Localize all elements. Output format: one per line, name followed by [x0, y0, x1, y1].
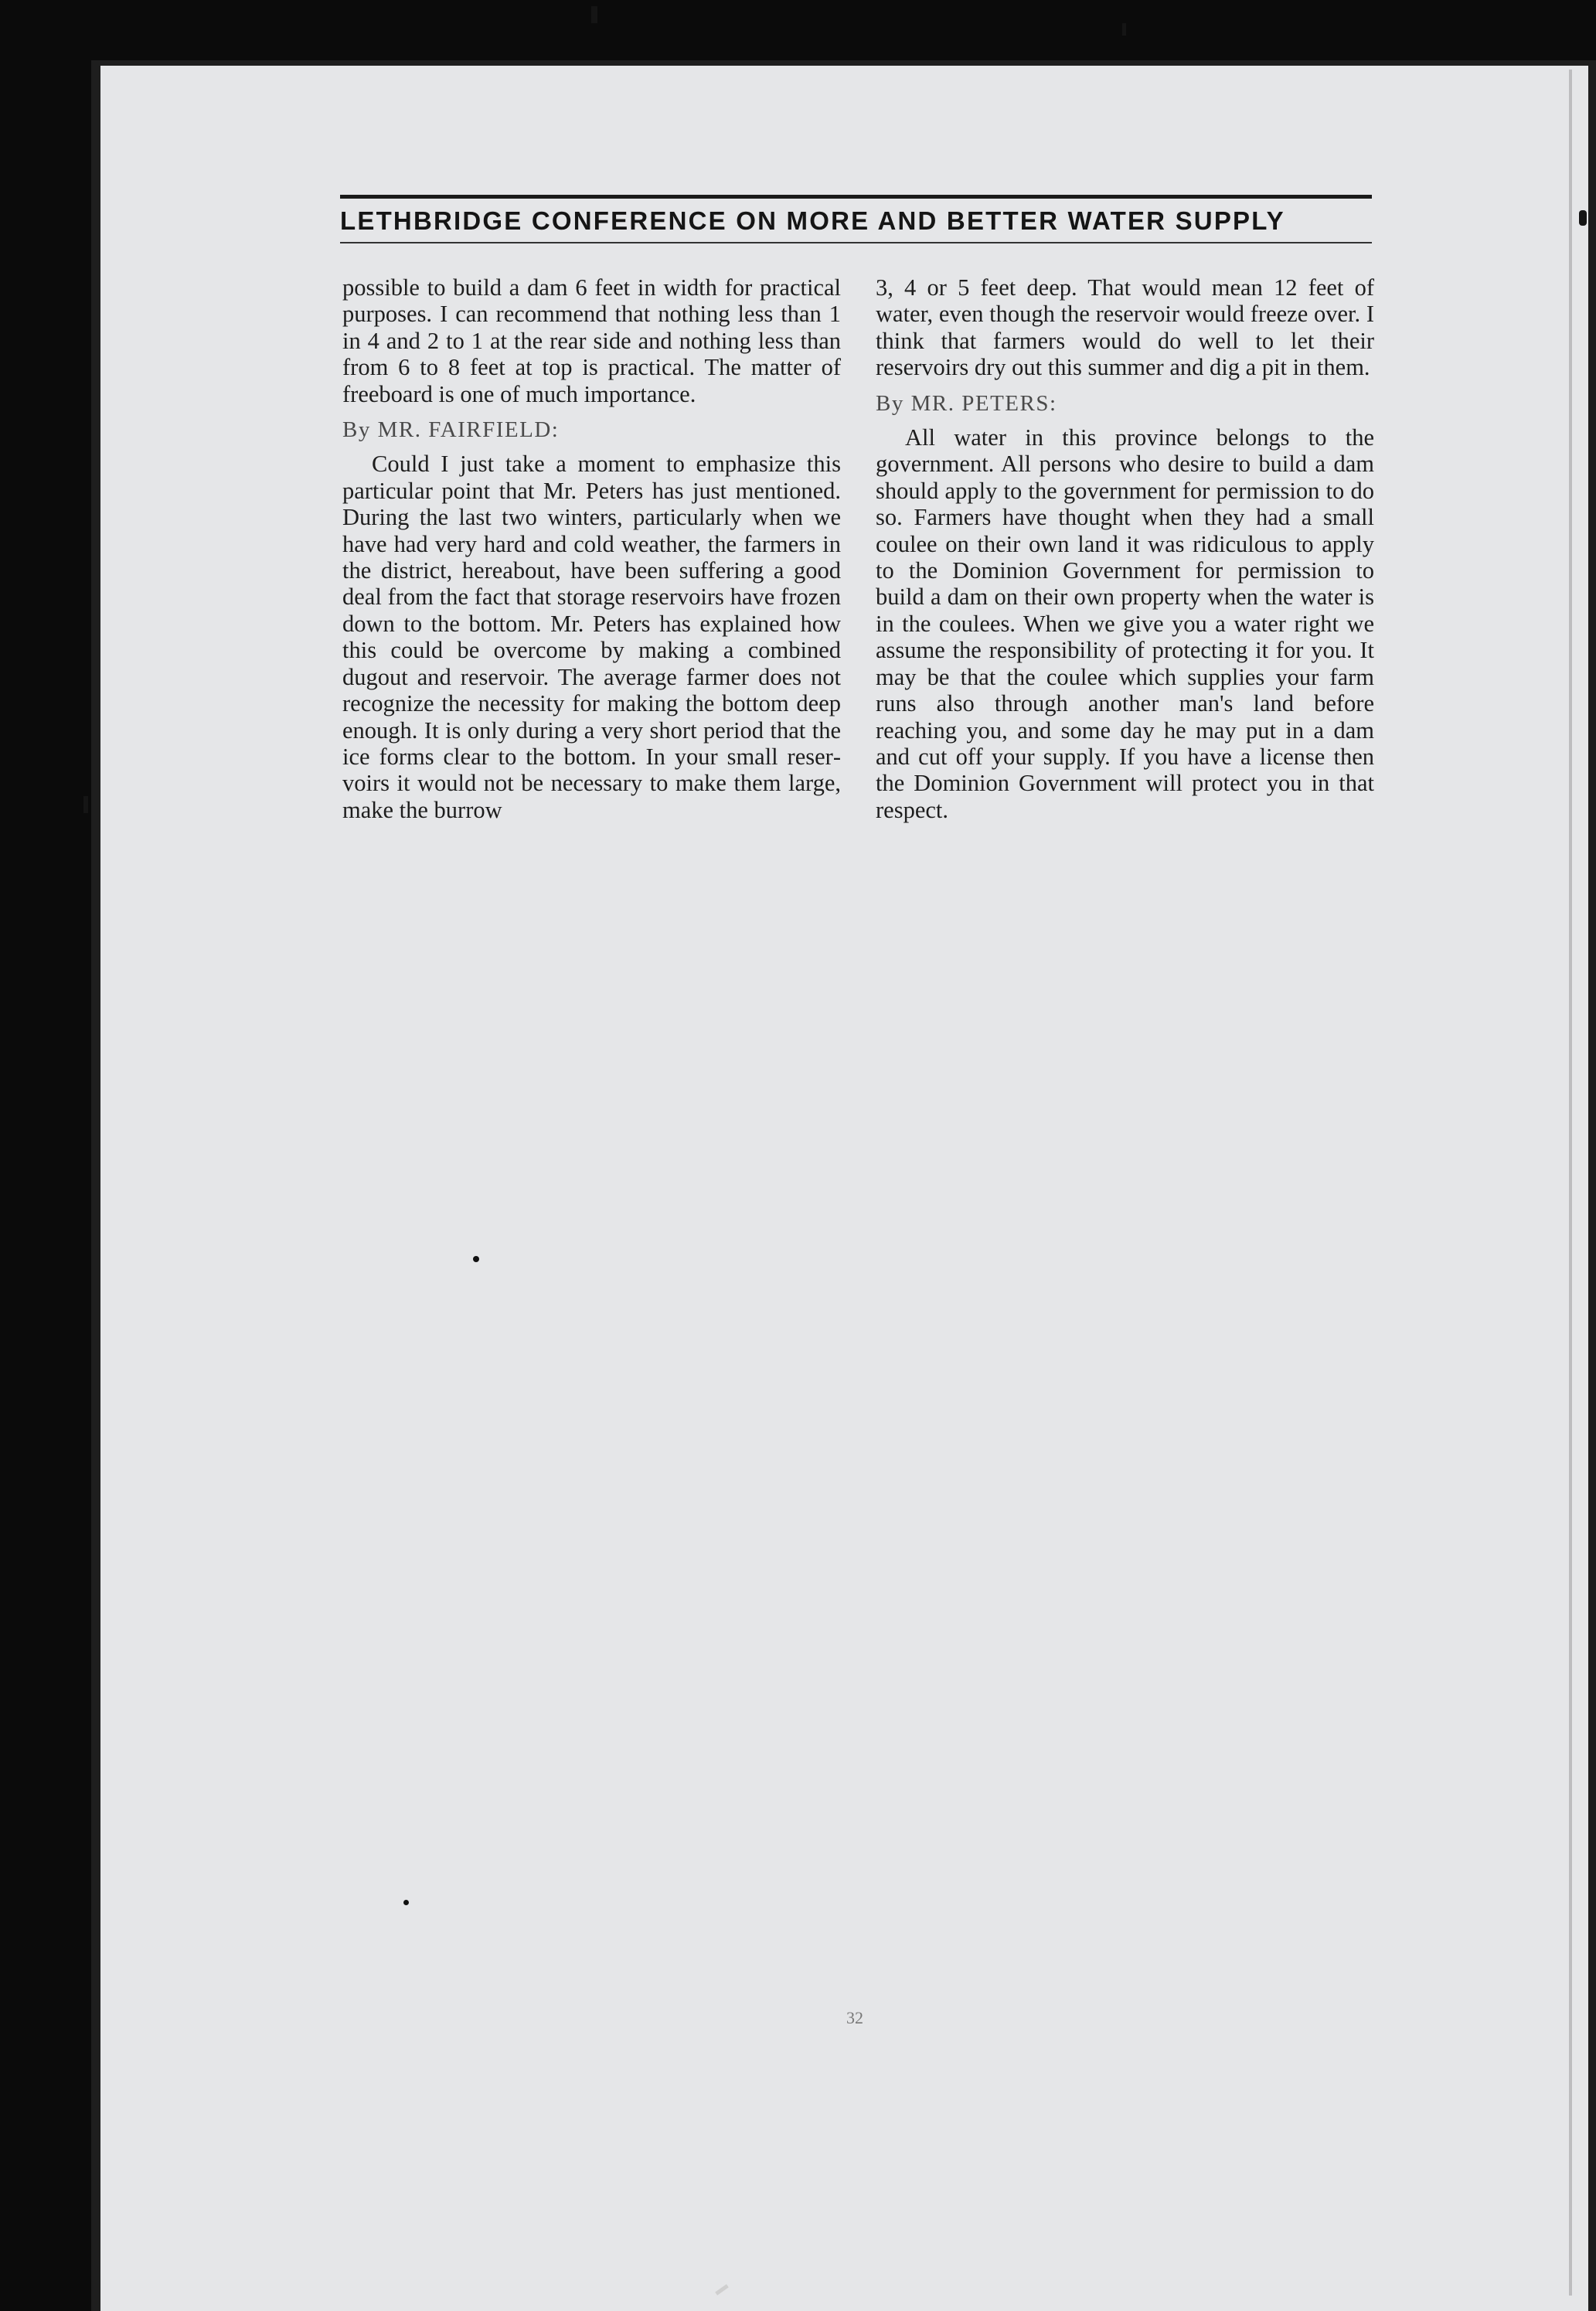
right-paragraph-peters: All water in this province belongs to the government. All persons who desire to build a dam should apply to the government for permission to do so. Farmers have thought when they had a small coulee on their own land it was ridiculous to apply to the Dominion Government for permission to build a dam on their own property when the water is in the coulees. When we give you a water right we assume the responsibility of protecting it for you. It may be that the coulee which supplies your farm runs also through another man's land before reaching you, and some day he may put in a dam and cut off your supply. If you have a license then the Dominion Government will protect you in that respect.: [876, 424, 1374, 823]
header-rule-top: [340, 195, 1372, 199]
scan-edge-mark: [83, 796, 88, 813]
scan-speck: [473, 1256, 479, 1262]
left-paragraph-fairfield: Could I just take a moment to emphasize this particular point that Mr. Peters has just mentioned. During the last two winters, particularly when we have had very hard and cold weather, the farmers in the district, hereabout, have been suffering a good deal from the fact that storage reservoirs have frozen down to the bottom. Mr. Peters has explained how this could be overcome by making a combined dugout and reservoir. The average farmer does not recognize the necessity for making the bottom deep enough. It is only during a very short period that the ice forms clear to the bottom. In your small reservoirs it would not be necessary to make them large, make the burrow: [342, 451, 841, 823]
header-title: LETHBRIDGE CONFERENCE ON MORE AND BETTER WATER SUPPLY: [340, 206, 1285, 235]
header-rule-bottom: [340, 242, 1372, 243]
left-paragraph-continued: possible to build a dam 6 feet in width for practical purposes. I can recommend that nothing less than 1 in 4 and 2 to 1 at the rear side and nothing less than from 6 to 8 feet at top is practical. The matter of freeboard is one of much importance.: [342, 274, 841, 407]
scan-edge-mark: [1122, 23, 1126, 36]
scan-edge-mark: [591, 6, 597, 23]
right-column: [876, 274, 1374, 823]
page-edge-line: [1569, 70, 1572, 2296]
scan-edge-mark: [1579, 210, 1587, 226]
left-column: [342, 274, 841, 823]
right-paragraph-continued: 3, 4 or 5 feet deep. That would mean 12 feet of water, even though the reservoir would freeze over. I think that farmers would do well to let their reservoirs dry out this summer and dig a pit in them.: [876, 274, 1374, 381]
speaker-heading-peters: By MR. PETERS:: [876, 390, 1057, 416]
speaker-heading-fairfield: By MR. FAIRFIELD:: [342, 417, 560, 443]
running-header: [340, 195, 1372, 243]
page-number: 32: [846, 2008, 863, 2027]
scan-speck: [403, 1900, 409, 1905]
